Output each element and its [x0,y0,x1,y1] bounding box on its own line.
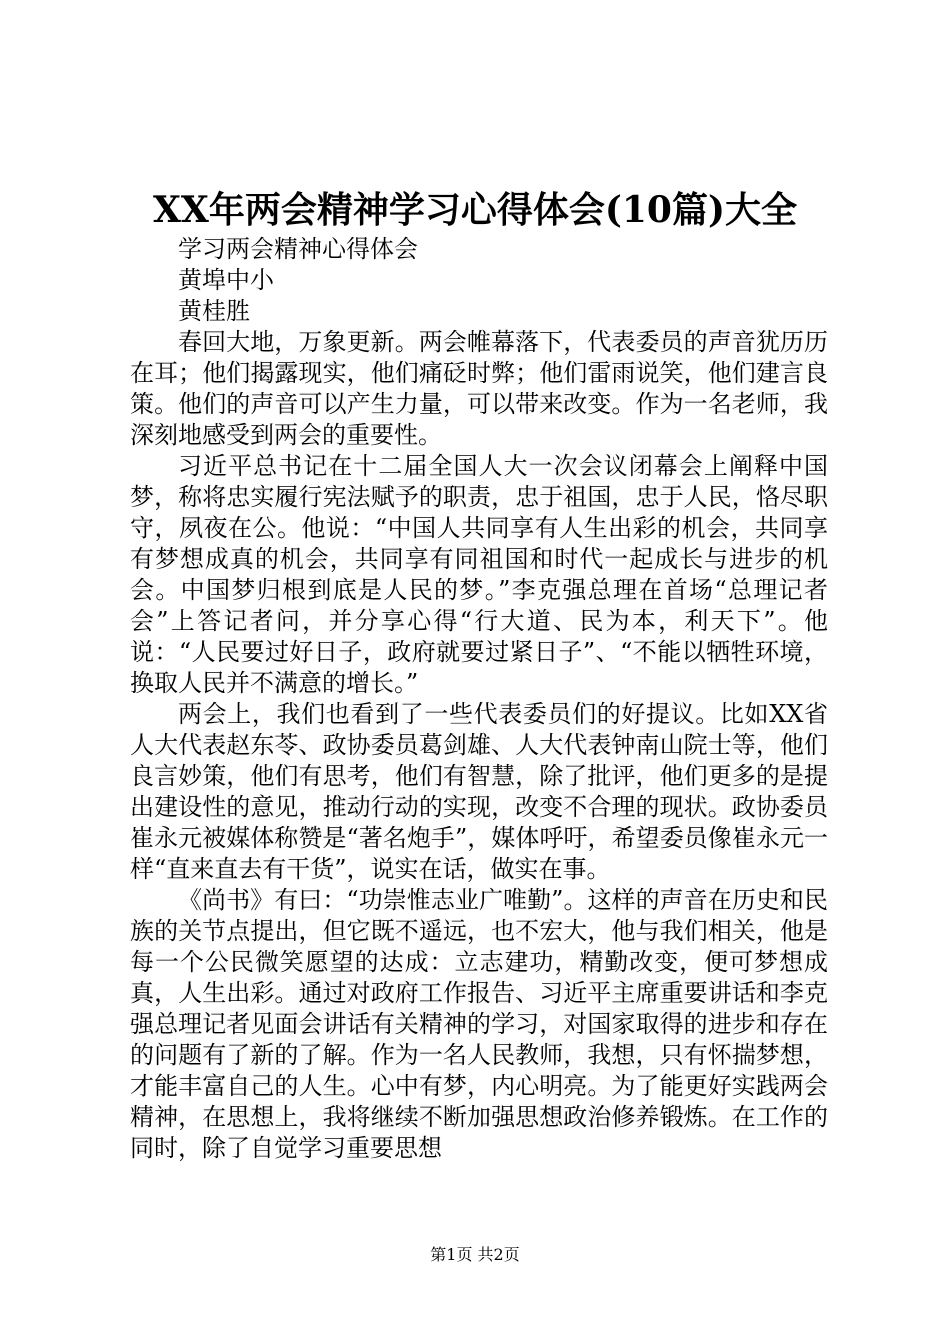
author-school: 黄埠中小 [178,266,274,294]
document-body [130,234,828,1164]
document-title: XX年两会精神学习心得体会(10篇)大全 [152,189,798,231]
author-name: 黄桂胜 [178,297,250,325]
page-number: 第1页 共2页 [430,1245,520,1264]
paragraph: 春回大地，万象更新。两会帷幕落下，代表委员的声音犹历历在耳；他们揭露现实，他们痛砭时弊；他们雷雨说笑，他们建言良策。他们的声音可以产生力量，可以带来改变。作为一名老师，我深刻地感受到两会的重要性。 [130,328,828,449]
paragraph: 两会上，我们也看到了一些代表委员们的好提议。比如XX省人大代表赵东苓、政协委员葛剑雄、人大代表钟南山院士等，他们良言妙策，他们有思考，他们有智慧，除了批评，他们更多的是提出建设性的意见，推动行动的实现，改变不合理的现状。政协委员崔永元被媒体称赞是“著名炮手”，媒体呼吁，希望委员像崔永元一样“直来直去有干货”，说实在话，做实在事。 [130,700,828,883]
document-subtitle: 学习两会精神心得体会 [178,235,418,263]
paragraph: 《尚书》有曰：“功崇惟志业广唯勤”。这样的声音在历史和民族的关节点提出，但它既不遥远，也不宏大，他与我们相关，他是每一个公民微笑愿望的达成：立志建功，精勤改变，便可梦想成真，人生出彩。通过对政府工作报告、习近平主席重要讲话和李克强总理记者见面会讲话有关精神的学习，对国家取得的进步和存在的问题有了新的了解。作为一名人民教师，我想，只有怀揣梦想，才能丰富自己的人生。心中有梦，内心明亮。为了能更好实践两会精神，在思想上，我将继续不断加强思想政治修养锻炼。在工作的同时，除了自觉学习重要思想 [130,886,828,1162]
paragraph: 习近平总书记在十二届全国人大一次会议闭幕会上阐释中国梦，称将忠实履行宪法赋予的职责，忠于祖国，忠于人民，恪尽职守，夙夜在公。他说：“中国人共同享有人生出彩的机会，共同享有梦想成真的机会，共同享有同祖国和时代一起成长与进步的机会。中国梦归根到底是人民的梦。”李克强总理在首场“总理记者会”上答记者问，并分享心得“行大道、民为本，利天下”。他说：“人民要过好日子，政府就要过紧日子”、“不能以牺牲环境，换取人民并不满意的增长。” [130,452,828,697]
